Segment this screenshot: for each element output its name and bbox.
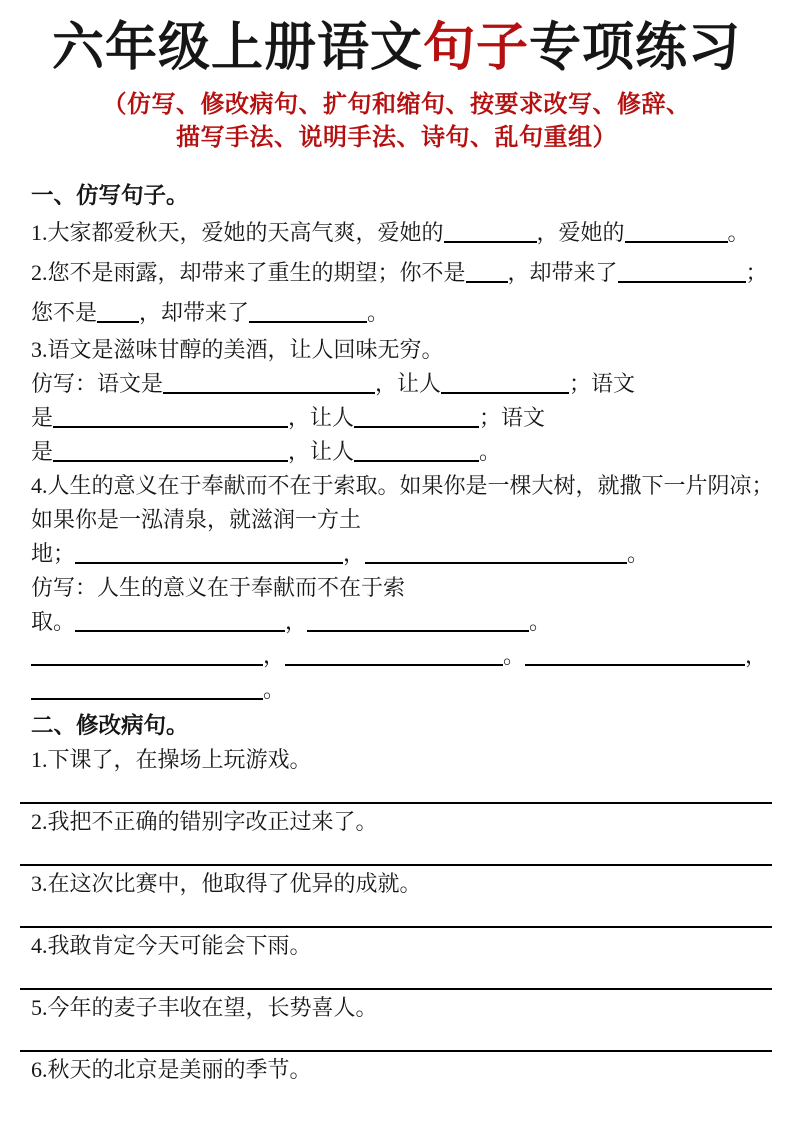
text-run: 6.秋天的北京是美丽的季节。 bbox=[31, 1057, 312, 1082]
answer-blank bbox=[75, 609, 285, 632]
text-run: 3.语文是滋味甘醇的美酒，让人回味无穷。 bbox=[31, 337, 444, 362]
answer-blank bbox=[618, 260, 746, 283]
section-2-heading bbox=[31, 709, 772, 743]
answer-blank bbox=[163, 371, 375, 394]
text-run: 3.在这次比赛中，他取得了优异的成就。 bbox=[31, 871, 422, 896]
worksheet-line bbox=[31, 253, 772, 293]
answer-blank bbox=[97, 300, 139, 323]
text-run: 仿写：语文是 bbox=[31, 371, 164, 396]
text-run: 是 bbox=[31, 439, 54, 464]
text-run: ，爱她的 bbox=[536, 220, 625, 245]
worksheet-body bbox=[0, 179, 793, 1087]
text-run: ， bbox=[285, 609, 308, 634]
text-run: 。 bbox=[727, 220, 750, 245]
answer-blank bbox=[466, 260, 508, 283]
worksheet-line bbox=[31, 401, 772, 435]
answer-blank bbox=[31, 677, 263, 700]
page-title-prefix: 六年级上册语文 bbox=[51, 20, 423, 77]
worksheet-line bbox=[31, 571, 772, 605]
text-run: 1.下课了，在操场上玩游戏。 bbox=[31, 747, 312, 772]
text-run: 。 bbox=[479, 439, 502, 464]
text-run: 1.大家都爱秋天，爱她的天高气爽，爱她的 bbox=[31, 220, 444, 245]
text-run: ； bbox=[745, 260, 768, 285]
worksheet-line bbox=[31, 1053, 772, 1087]
worksheet-line bbox=[31, 673, 772, 707]
answer-blank bbox=[354, 405, 479, 428]
worksheet-line bbox=[31, 435, 772, 469]
text-run: 5.今年的麦子丰收在望，长势喜人。 bbox=[31, 995, 378, 1020]
text-run: ，让人 bbox=[288, 405, 355, 430]
text-run: 。 bbox=[627, 541, 650, 566]
answer-blank bbox=[249, 300, 367, 323]
text-run: ，让人 bbox=[288, 439, 355, 464]
answer-rule bbox=[20, 926, 772, 928]
worksheet-line bbox=[31, 743, 772, 777]
page-subtitle bbox=[0, 89, 793, 155]
worksheet-line bbox=[31, 213, 772, 253]
answer-blank bbox=[444, 220, 537, 243]
answer-rule bbox=[20, 864, 772, 866]
worksheet-line bbox=[31, 333, 772, 367]
text-run: ，却带来了 bbox=[507, 260, 618, 285]
worksheet-line bbox=[31, 503, 772, 537]
answer-blank bbox=[525, 643, 745, 666]
text-run: ， bbox=[343, 541, 366, 566]
answer-blank bbox=[75, 541, 343, 564]
text-run: 4.我敢肯定今天可能会下雨。 bbox=[31, 933, 312, 958]
answer-blank bbox=[285, 643, 503, 666]
section-1-heading bbox=[31, 179, 772, 213]
text-run: 一、仿写句子。 bbox=[31, 183, 189, 208]
page-title-highlight: 句子 bbox=[422, 20, 529, 77]
text-run: 地； bbox=[31, 541, 76, 566]
text-run: ，却带来了 bbox=[139, 300, 250, 325]
text-run: ，让人 bbox=[375, 371, 442, 396]
page-title-suffix: 专项练习 bbox=[529, 20, 742, 77]
answer-blank bbox=[307, 609, 529, 632]
text-run: 仿写：人生的意义在于奉献而不在于索 bbox=[31, 575, 406, 600]
text-run: ；语文 bbox=[569, 371, 636, 396]
answer-blank bbox=[53, 439, 288, 462]
page-title bbox=[0, 0, 793, 80]
worksheet-line bbox=[31, 991, 772, 1025]
answer-blank bbox=[31, 643, 263, 666]
text-run: 4.人生的意义在于奉献而不在于索取。如果你是一棵大树，就撒下一片阴凉； bbox=[31, 473, 774, 498]
worksheet-line bbox=[31, 639, 772, 673]
text-run: 。 bbox=[367, 300, 390, 325]
worksheet-line bbox=[31, 805, 772, 839]
text-run: 您不是 bbox=[31, 300, 98, 325]
text-run: 2.我把不正确的错别字改正过来了。 bbox=[31, 809, 378, 834]
worksheet-line bbox=[31, 929, 772, 963]
answer-blank bbox=[625, 220, 728, 243]
text-run: 二、修改病句。 bbox=[31, 713, 189, 738]
worksheet-line bbox=[31, 537, 772, 571]
worksheet-line bbox=[31, 293, 772, 333]
text-run: 是 bbox=[31, 405, 54, 430]
answer-blank bbox=[354, 439, 479, 462]
text-run: ， bbox=[263, 643, 286, 668]
text-run: 。 bbox=[529, 609, 552, 634]
text-run: 取。 bbox=[31, 609, 76, 634]
text-run: 。 bbox=[503, 643, 526, 668]
text-run: 。 bbox=[263, 677, 286, 702]
text-run: 如果你是一泓清泉，就滋润一方土 bbox=[31, 507, 362, 532]
text-run: ， bbox=[745, 643, 768, 668]
answer-rule bbox=[20, 988, 772, 990]
text-run: ；语文 bbox=[479, 405, 546, 430]
answer-rule bbox=[20, 1050, 772, 1052]
answer-blank bbox=[53, 405, 288, 428]
page-subtitle-line-1: （仿写、修改病句、扩句和缩句、按要求改写、修辞、 bbox=[102, 92, 691, 118]
worksheet-line bbox=[31, 367, 772, 401]
answer-rule bbox=[20, 802, 772, 804]
page-subtitle-line-2: 描写手法、说明手法、诗句、乱句重组） bbox=[176, 125, 617, 151]
worksheet-line bbox=[31, 605, 772, 639]
answer-blank bbox=[441, 371, 569, 394]
worksheet-line bbox=[31, 469, 772, 503]
worksheet-line bbox=[31, 867, 772, 901]
answer-blank bbox=[365, 541, 627, 564]
text-run: 2.您不是雨露，却带来了重生的期望；你不是 bbox=[31, 260, 466, 285]
